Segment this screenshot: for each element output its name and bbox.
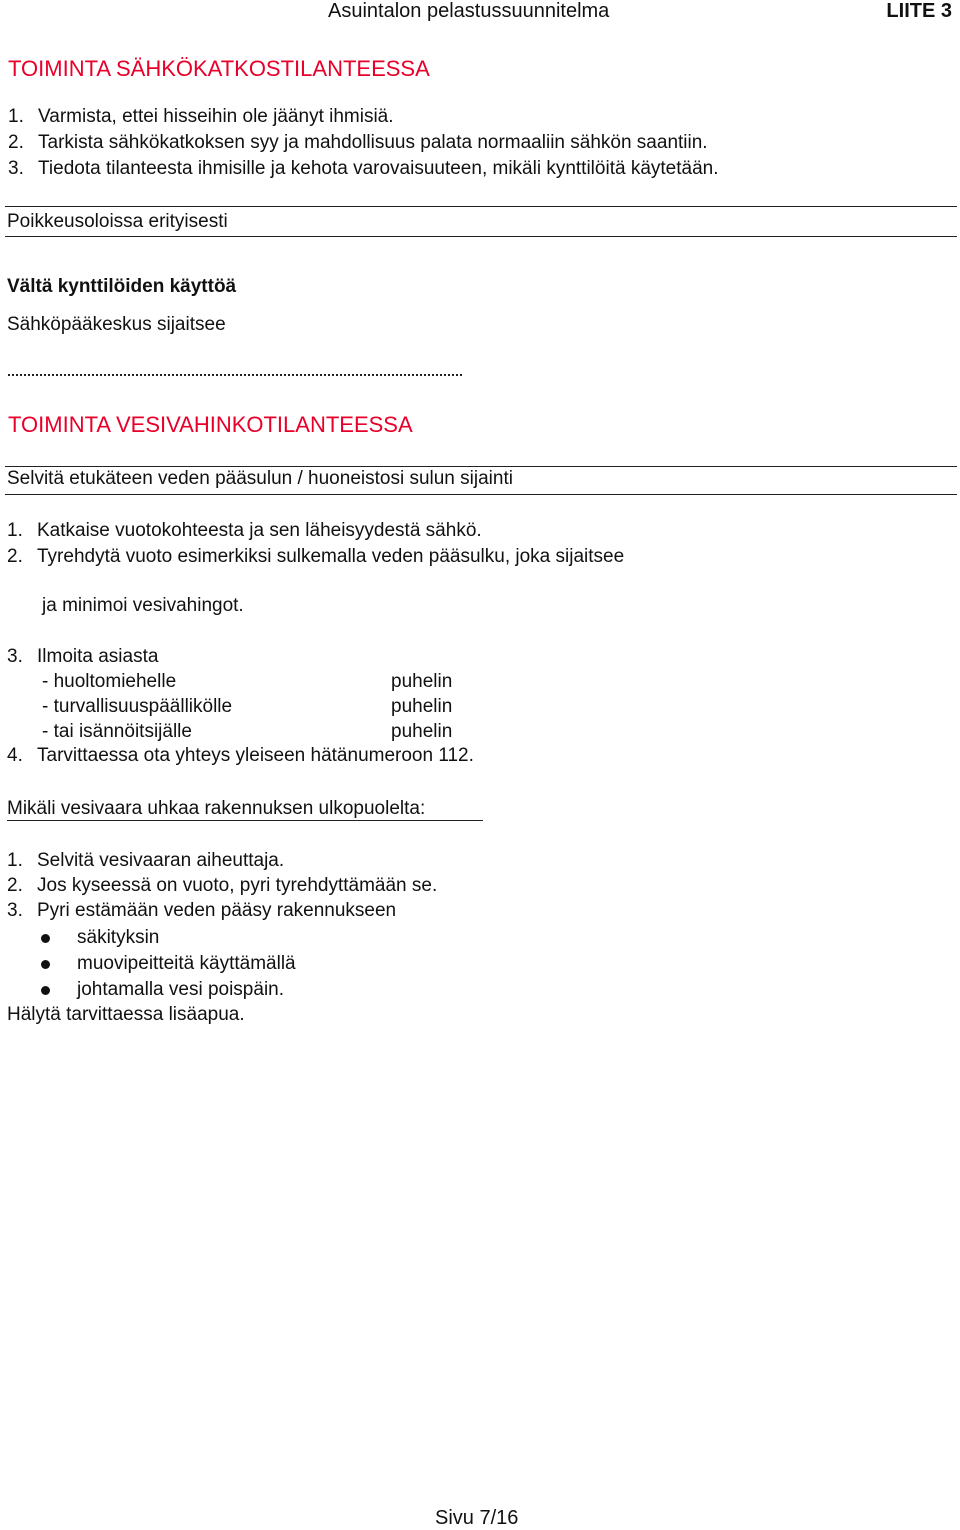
bullet-item: johtamalla vesi poispäin. xyxy=(77,979,285,1000)
bullet-icon xyxy=(41,960,50,969)
divider xyxy=(5,466,957,467)
contact-property-manager: - tai isännöitsijälle xyxy=(42,721,192,742)
special-conditions-label: Poikkeusoloissa erityisesti xyxy=(7,211,228,232)
fill-in-line xyxy=(8,374,462,376)
water-step-2 xyxy=(7,546,624,568)
step-text: Tarkista sähkökatkoksen syy ja mahdollisuus palata normaaliin sähkön saantiin. xyxy=(38,132,708,153)
appendix-label: LIITE 3 xyxy=(886,0,952,22)
step-number: 3. xyxy=(7,646,23,667)
water-step-2-continuation: ja minimoi vesivahingot. xyxy=(42,595,244,616)
contact-phone-label: puhelin xyxy=(391,671,453,692)
step-number: 3. xyxy=(7,900,23,921)
contact-phone-label: puhelin xyxy=(391,696,453,717)
main-switchboard-label: Sähköpääkeskus sijaitsee xyxy=(7,314,226,335)
water-damage-heading: TOIMINTA VESIVAHINKOTILANTEESSA xyxy=(8,412,413,437)
step-number: 1. xyxy=(7,520,23,541)
step-text: Jos kyseessä on vuoto, pyri tyrehdyttämään se. xyxy=(37,875,438,896)
external-step-3 xyxy=(7,900,396,922)
contact-phone-label: puhelin xyxy=(391,721,453,742)
step-number: 2. xyxy=(8,132,24,153)
bullet-item: säkityksin xyxy=(77,927,160,948)
divider xyxy=(5,494,957,495)
bullet-icon xyxy=(41,986,50,995)
step-number: 1. xyxy=(8,106,24,127)
power-step-2 xyxy=(8,132,708,154)
step-text: Varmista, ettei hisseihin ole jäänyt ihmisiä. xyxy=(38,106,394,127)
call-for-help-note: Hälytä tarvittaessa lisäapua. xyxy=(7,1004,245,1025)
step-text: Tyrehdytä vuoto esimerkiksi sulkemalla veden pääsulku, joka sijaitsee xyxy=(37,546,625,567)
bullet-item: muovipeitteitä käyttämällä xyxy=(77,953,296,974)
step-number: 2. xyxy=(7,546,23,567)
step-text: Selvitä vesivaaran aiheuttaja. xyxy=(37,850,285,871)
step-number: 2. xyxy=(7,875,23,896)
page-number: Sivu 7/16 xyxy=(435,1507,519,1529)
document-title: Asuintalon pelastussuunnitelma xyxy=(328,0,610,22)
avoid-candles-note: Vältä kynttilöiden käyttöä xyxy=(7,276,237,297)
power-step-1 xyxy=(8,106,394,128)
step-number: 4. xyxy=(7,745,23,766)
step-text: Tiedota tilanteesta ihmisille ja kehota varovaisuuteen, mikäli kynttilöitä käytetään. xyxy=(38,158,719,179)
contact-maintenance: - huoltomiehelle xyxy=(42,671,177,692)
external-step-1 xyxy=(7,850,284,872)
shutoff-location-note: Selvitä etukäteen veden pääsulun / huoneistosi sulun sijainti xyxy=(7,468,513,489)
water-step-1 xyxy=(7,520,482,542)
step-number: 3. xyxy=(8,158,24,179)
water-step-4 xyxy=(7,745,474,767)
external-step-2 xyxy=(7,875,437,897)
step-number: 1. xyxy=(7,850,23,871)
external-threat-label: Mikäli vesivaara uhkaa rakennuksen ulkopuolelta: xyxy=(7,798,483,821)
step-text: Tarvittaessa ota yhteys yleiseen hätänumeroon 112. xyxy=(37,745,474,766)
power-outage-heading: TOIMINTA SÄHKÖKATKOSTILANTEESSA xyxy=(8,56,430,81)
contact-safety-manager: - turvallisuuspäällikölle xyxy=(42,696,233,717)
water-step-3 xyxy=(7,646,158,668)
step-text: Pyri estämään veden pääsy rakennukseen xyxy=(37,900,397,921)
bullet-icon xyxy=(41,934,50,943)
power-step-3 xyxy=(8,158,718,180)
divider xyxy=(5,236,957,237)
divider xyxy=(5,206,957,207)
step-text: Ilmoita asiasta xyxy=(37,646,159,667)
step-text: Katkaise vuotokohteesta ja sen läheisyydestä sähkö. xyxy=(37,520,482,541)
